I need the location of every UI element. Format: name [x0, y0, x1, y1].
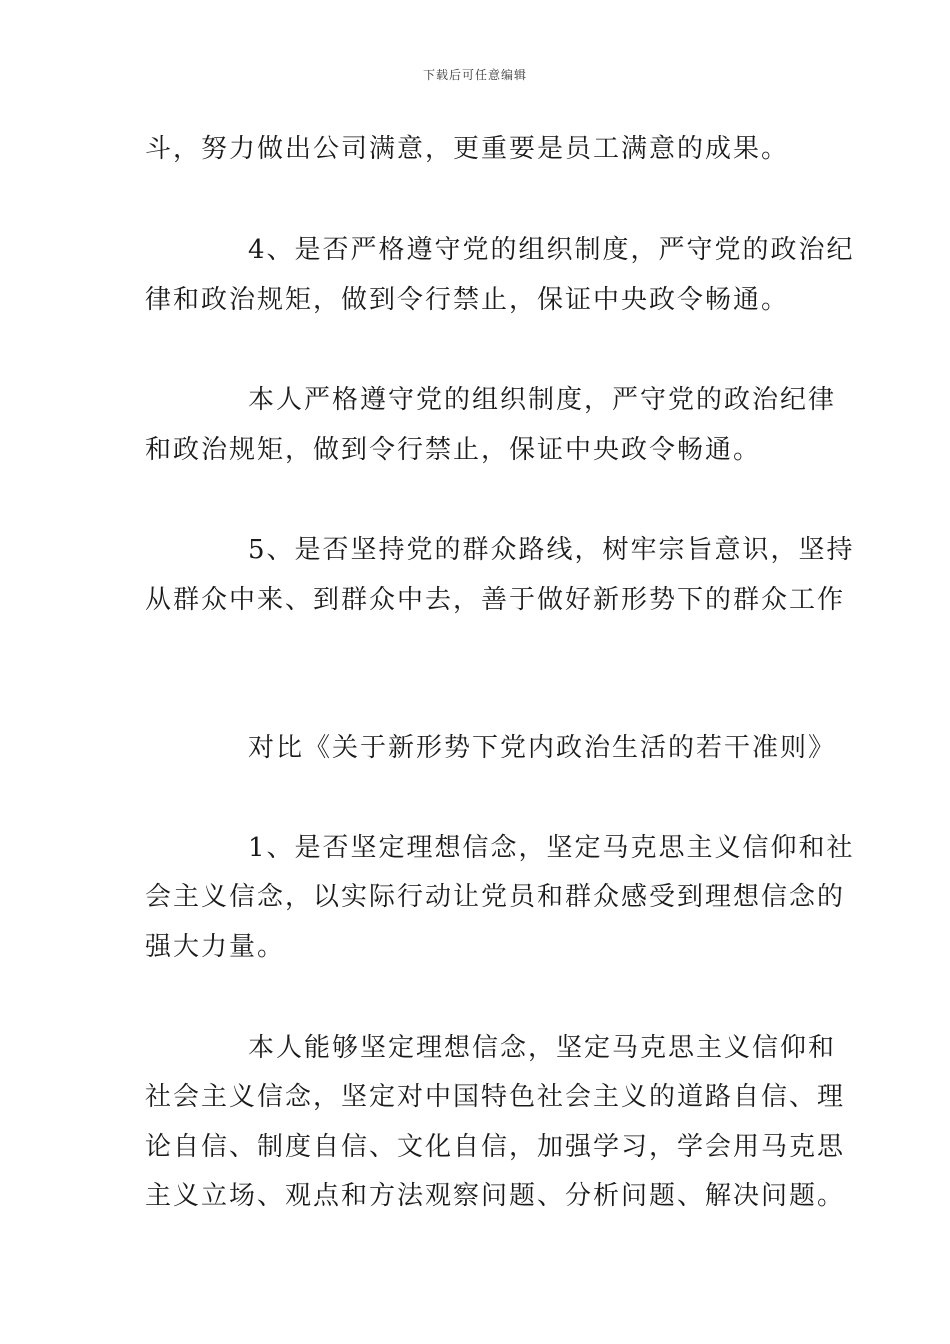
body-line-12: 本人能够坚定理想信念，坚定马克思主义信仰和: [248, 1033, 837, 1063]
body-line-6: 5、是否坚持党的群众路线，树牢宗旨意识，坚持: [248, 535, 855, 565]
body-line-11: 强大力量。: [145, 932, 286, 962]
body-line-7: 从群众中来、到群众中去，善于做好新形势下的群众工作: [145, 585, 846, 615]
header-note: 下载后可任意编辑: [422, 68, 527, 82]
body-line-2: 4、是否严格遵守党的组织制度，严守党的政治纪: [248, 235, 855, 265]
body-line-4: 本人严格遵守党的组织制度，严守党的政治纪律: [248, 385, 837, 415]
body-line-14: 论自信、制度自信、文化自信，加强学习，学会用马克思: [145, 1132, 846, 1162]
body-line-10: 会主义信念，以实际行动让党员和群众感受到理想信念的: [145, 882, 846, 912]
body-line-5: 和政治规矩，做到令行禁止，保证中央政令畅通。: [145, 435, 762, 465]
body-line-3: 律和政治规矩，做到令行禁止，保证中央政令畅通。: [145, 285, 790, 315]
body-line-13: 社会主义信念，坚定对中国特色社会主义的道路自信、理: [145, 1082, 846, 1112]
section-heading: 对比《关于新形势下党内政治生活的若干准则》: [248, 733, 837, 763]
body-line-15: 主义立场、观点和方法观察问题、分析问题、解决问题。: [145, 1181, 846, 1211]
body-line-9: 1、是否坚定理想信念，坚定马克思主义信仰和社: [248, 833, 855, 863]
body-line-1: 斗，努力做出公司满意，更重要是员工满意的成果。: [145, 134, 790, 164]
